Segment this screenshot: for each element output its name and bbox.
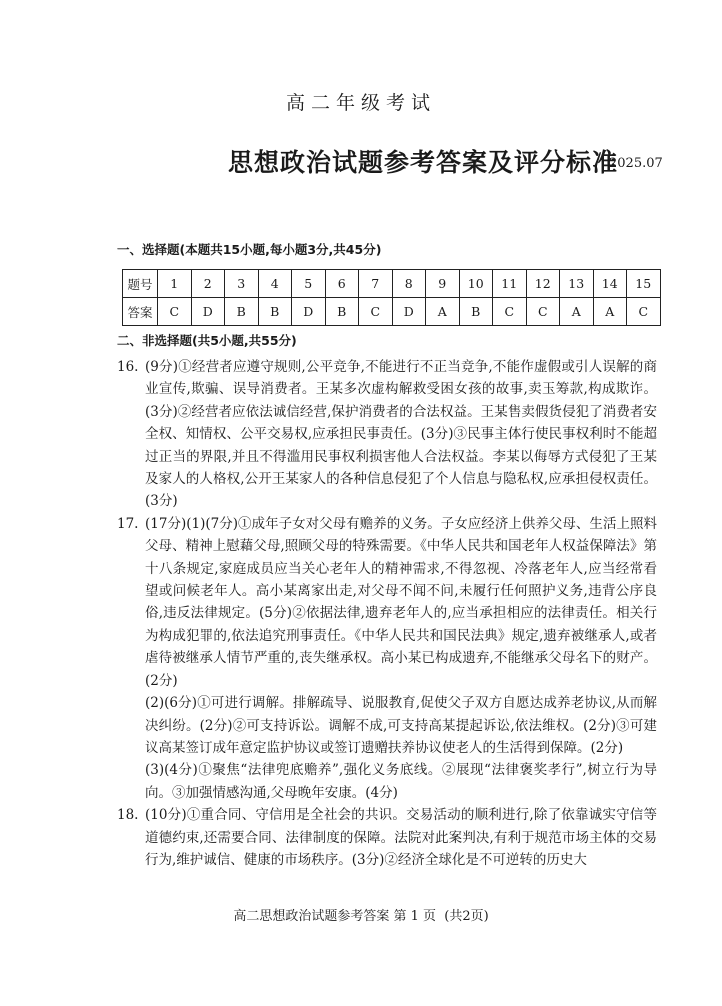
row-label-answer: 答案 <box>123 298 158 326</box>
answer-cell: A <box>560 298 594 326</box>
question-number-cell: 8 <box>392 270 426 298</box>
section-1-heading: 一、选择题(本题共15小题,每小题3分,共45分) <box>117 242 382 257</box>
question-number-cell: 14 <box>593 270 627 298</box>
document-title: 思想政治试题参考答案及评分标准 <box>228 148 619 177</box>
question-answer-text: (17分)(1)(7分)①成年子女对父母有赡养的义务。子女应经济上供养父母、生活上照料父母、精神上慰藉父母,照顾父母的特殊需要。《中华人民共和国老年人权益保障法》第十八条规定,家庭成员应当关心老年人的精神需求,不得忽视、冷落老年人,应当经常看望或问候老年人。高小某离家出走,对父母不闻不问,未履行任何照护义务,违背公序良俗,违反法律规定。(5分)②依据法律,遗弃老年人的,应当承担相应的法律责任。相关行为构成犯罪的,依法追究刑事责任。《中华人民共和国民法典》规定,遗弃被继承人,或者虐待被继承人情节严重的,丧失继承权。高小某已构成遗弃,不能继承父母名下的财产。(2分) <box>145 515 657 689</box>
question-number-cell: 1 <box>158 270 192 298</box>
document-date: 2025.07 <box>609 156 663 171</box>
question-number-cell: 10 <box>459 270 493 298</box>
answer-cell: C <box>493 298 527 326</box>
question-number-cell: 11 <box>493 270 527 298</box>
question-answer-text: (9分)①经营者应遵守规则,公平竞争,不能进行不正当竞争,不能作虚假或引人误解的商业宣传,欺骗、误导消费者。王某多次虚构解救受困女孩的故事,卖玉筹款,构成欺诈。(3分)②经营者应依法诚信经营,保护消费者的合法权益。王某售卖假货侵犯了消费者安全权、知情权、公平交易权,应承担民事责任。(3分)③民事主体行使民事权利时不能超过正当的界限,并且不得滥用民事权利损害他人合法权益。李某以侮辱方式侵犯了王某及家人的人格权,公开王某家人的各种信息侵犯了个人信息与隐私权,应承担侵权责任。(3分) <box>145 359 657 510</box>
answer-cell: B <box>459 298 493 326</box>
question-number-cell: 7 <box>359 270 393 298</box>
answer-cell: B <box>258 298 292 326</box>
question-number-cell: 4 <box>258 270 292 298</box>
question-number: 18. <box>117 807 139 824</box>
question-number-cell: 12 <box>526 270 560 298</box>
answer-cell: B <box>325 298 359 326</box>
answer-cell: B <box>225 298 259 326</box>
question-number-cell: 5 <box>292 270 326 298</box>
answer-cell: C <box>526 298 560 326</box>
question-number-cell: 3 <box>225 270 259 298</box>
table-row-numbers <box>123 270 661 298</box>
page-footer: 高二思想政治试题参考答案 第 1 页 (共2页) <box>233 909 489 924</box>
answer-cell: C <box>627 298 661 326</box>
question-17-part-2: (2)(6分)①可进行调解。排解疏导、说服教育,促使父子双方自愿达成养老协议,从而解决纠纷。(2分)②可支持诉讼。调解不成,可支持高某提起诉讼,依法维权。(2分)③可建议高某签订成年意定监护协议或签订遗赠扶养协议使老人的生活得到保障。(2分) <box>145 695 657 756</box>
question-17-part-3: (3)(4分)①聚焦“法律兜底赡养”,强化义务底线。②展现“法律褒奖孝行”,树立行为导向。③加强情感沟通,父母晚年安康。(4分) <box>145 762 657 801</box>
answer-cell: C <box>158 298 192 326</box>
answer-cell: A <box>593 298 627 326</box>
answer-cell: D <box>191 298 225 326</box>
section-2-heading: 二、非选择题(共5小题,共55分) <box>117 333 297 348</box>
question-number-cell: 6 <box>325 270 359 298</box>
question-answer-text: (10分)①重合同、守信用是全社会的共识。交易活动的顺利进行,除了依靠诚实守信等道德约束,还需要合同、法律制度的保障。法院对此案判决,有利于规范市场主体的交易行为,维护诚信、健康的市场秩序。(3分)②经济全球化是不可逆转的历史大 <box>145 807 657 868</box>
question-number-cell: 9 <box>426 270 460 298</box>
question-16 <box>117 356 657 513</box>
answer-cell: C <box>359 298 393 326</box>
answer-body <box>117 356 657 871</box>
answer-cell: A <box>426 298 460 326</box>
question-number: 16. <box>117 359 139 375</box>
question-number-cell: 13 <box>560 270 594 298</box>
question-number: 17. <box>117 515 139 532</box>
table-row-answers <box>123 298 661 326</box>
exam-grade-title: 高二年级考试 <box>285 92 436 114</box>
row-label-number: 题号 <box>123 270 158 298</box>
question-number-cell: 15 <box>627 270 661 298</box>
answer-cell: D <box>292 298 326 326</box>
answer-table <box>122 269 661 326</box>
question-number-cell: 2 <box>191 270 225 298</box>
answer-cell: D <box>392 298 426 326</box>
question-17 <box>117 513 657 692</box>
question-18 <box>117 804 657 871</box>
